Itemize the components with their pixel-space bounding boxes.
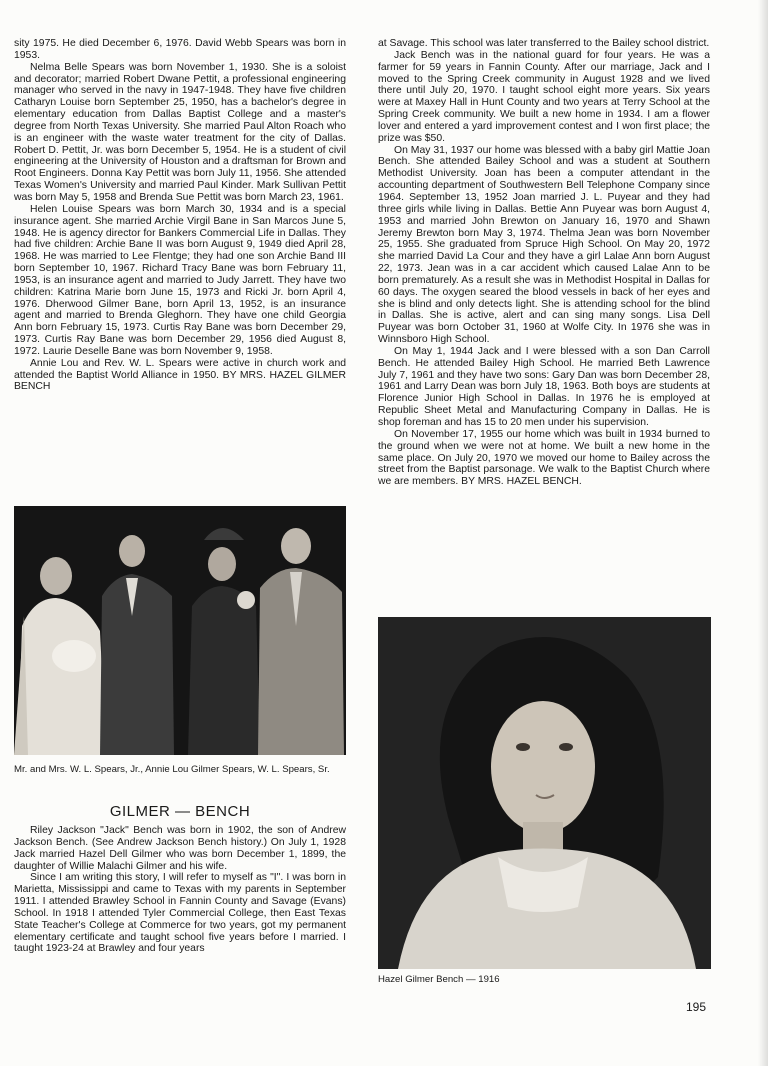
- wedding-photo-image: [14, 506, 346, 755]
- paragraph: On May 1, 1944 Jack and I were blessed with a son Dan Carroll Bench. He attended Bailey High School. He married Beth Lawrence July 7, 1961 and they have two sons: Gary Dan was born December 28, 1961 and Larry Dean was born July 18, 1963. Both boys are students at Florence Junior High School in Dallas. In 1976 he is employed at Republic Sheet Metal and Manufacturing Company in Dallas. He is shop foreman and has 15 to 20 men under his supervision.: [378, 345, 710, 428]
- portrait-photo-caption: Hazel Gilmer Bench — 1916: [378, 974, 500, 985]
- section-heading: GILMER — BENCH: [109, 803, 251, 820]
- left-column-top: [14, 38, 346, 393]
- page-number: 195: [686, 1000, 707, 1014]
- paragraph: Riley Jackson "Jack" Bench was born in 1902, the son of Andrew Jackson Bench. (See Andrew Jackson Bench history.) On July 1, 1928 Jack married Hazel Dell Gilmer who was born December 1, 1899, the daughter of Willie Malachi Gilmer and his wife.: [14, 825, 346, 872]
- left-column-bottom: [14, 825, 346, 955]
- portrait-photo: [378, 617, 711, 969]
- portrait-photo-image: [378, 617, 711, 969]
- page-edge-shadow: [758, 0, 768, 1066]
- paragraph: On May 31, 1937 our home was blessed with a baby girl Mattie Joan Bench. She attended Bailey School and was a student at Southern Methodist University. Joan has been a computer attendant in the accounting department of Southwestern Bell Telephone Company since 1964. September 13, 1952 Joan married J. L. Puyear and they had three girls while living in Dallas. Bettie Ann Puyear was born August 4, 1953 and married John Brewton on January 16, 1970 and Shawn Jeremy Brewton born May 3, 1974. Thelma Jean was born November 25, 1955. She graduated from Spruce High School. On May 20, 1972 she married David La Cour and they have a girl Lalae Ann born August 22, 1973. Jean was in a car accident which caused Lalae Ann to be born prematurely. As a result she was in Methodist Hospital in Dallas for 60 days. The oxygen seared the blood vessels in back of her eyes and she is blind and only detects light. She is attending school for the blind in Dallas. She is active, alert and can sing many songs. Lisa Dell Puyear was born October 31, 1960 at Wolfe City. In 1976 she was in Winnsboro High School.: [378, 144, 710, 346]
- right-column-top: [378, 38, 710, 488]
- paragraph: Helen Louise Spears was born March 30, 1934 and is a special insurance agent. She married Archie Virgil Bane in San Marcos June 5, 1948. He is agency director for Bankers Commercial Life in Dallas. They had five children: Archie Bane II was born August 9, 1949 died April 28, 1968. He was married to Lee Flentge; they had one son Archie Band III born September 10, 1967. Richard Tracy Bane was born February 11, 1953, is an insurance agent and married to Judy Jarrett. They have two children: Katrina Marie born June 15, 1973 and Ricki Jr. born April 4, 1976. Dherwood Gilmer Bane, born April 13, 1952, is an insurance agent and married to Brenda Gleghorn. They have one child Georgia Ann born February 15, 1973. Curtis Ray Bane was born December 29, 1973. Curtis Ray Bane was born December 29, 1956 died August 8, 1972. Laurie Deselle Bane was born November 9, 1958.: [14, 203, 346, 357]
- paragraph: sity 1975. He died December 6, 1976. David Webb Spears was born in 1953.: [14, 38, 346, 61]
- paragraph: Annie Lou and Rev. W. L. Spears were active in church work and attended the Baptist World Alliance in 1950. BY MRS. HAZEL GILMER BENCH: [14, 357, 346, 393]
- wedding-photo-caption: Mr. and Mrs. W. L. Spears, Jr., Annie Lou Gilmer Spears, W. L. Spears, Sr.: [14, 764, 330, 775]
- paragraph: Since I am writing this story, I will refer to myself as "I". I was born in Marietta, Mississippi and came to Texas with my parents in September 1911. I attended Brawley School in Fannin County and Savage (Evans) School. In 1918 I attended Tyler Commercial College, then East Texas State Teacher's College at Commerce for two years, got my permanent elementary certificate and taught school five years before I married. I taught 1923-24 at Brawley and four years: [14, 872, 346, 955]
- paragraph: Jack Bench was in the national guard for four years. He was a farmer for 59 years in Fannin County. After our marriage, Jack and I moved to the Spring Creek community in August 1928 and we lived there until July 20, 1970. I taught school eight more years. Six years were at Maxey Hall in Hunt County and two years at Terry School at the Spring Creek community. We built a new home in 1934. I am a flower lover and entered a yard improvement contest and I won first place; the prize was $50.: [378, 49, 710, 144]
- paragraph: On November 17, 1955 our home which was built in 1934 burned to the ground when we were not at home. We built a new home in the same place. On July 20, 1970 we moved our home to Bailey across the street from the Baptist parsonage. We walk to the Baptist Church where we are members. BY MRS. HAZEL BENCH.: [378, 428, 710, 488]
- wedding-photo: [14, 506, 346, 755]
- paragraph: Nelma Belle Spears was born November 1, 1930. She is a soloist and decorator; married Robert Dwane Pettit, a professional engineering manager who served in the navy in 1947-1948. They have five children Catharyn Louise born September 25, 1950, has a bachelor's degree in elementary education from Dallas Baptist College and a master's degree from North Texas University. She married Paul Alton Roach who is an engineer with the waste water treatment for the city of Dallas. Robert D. Pettit, Jr. was born December 5, 1954. He is a student of civil engineering at the University of Houston and a draftsman for Brown and Root Engineers. Donna Kay Pettit was born July 11, 1956. She attended Texas Women's University and married Paul Kinder. Mark Sullivan Pettit was born May 5, 1958 and Brenda Sue Pettit was born March 23, 1961.: [14, 61, 346, 203]
- paragraph: at Savage. This school was later transferred to the Bailey school district.: [378, 38, 710, 49]
